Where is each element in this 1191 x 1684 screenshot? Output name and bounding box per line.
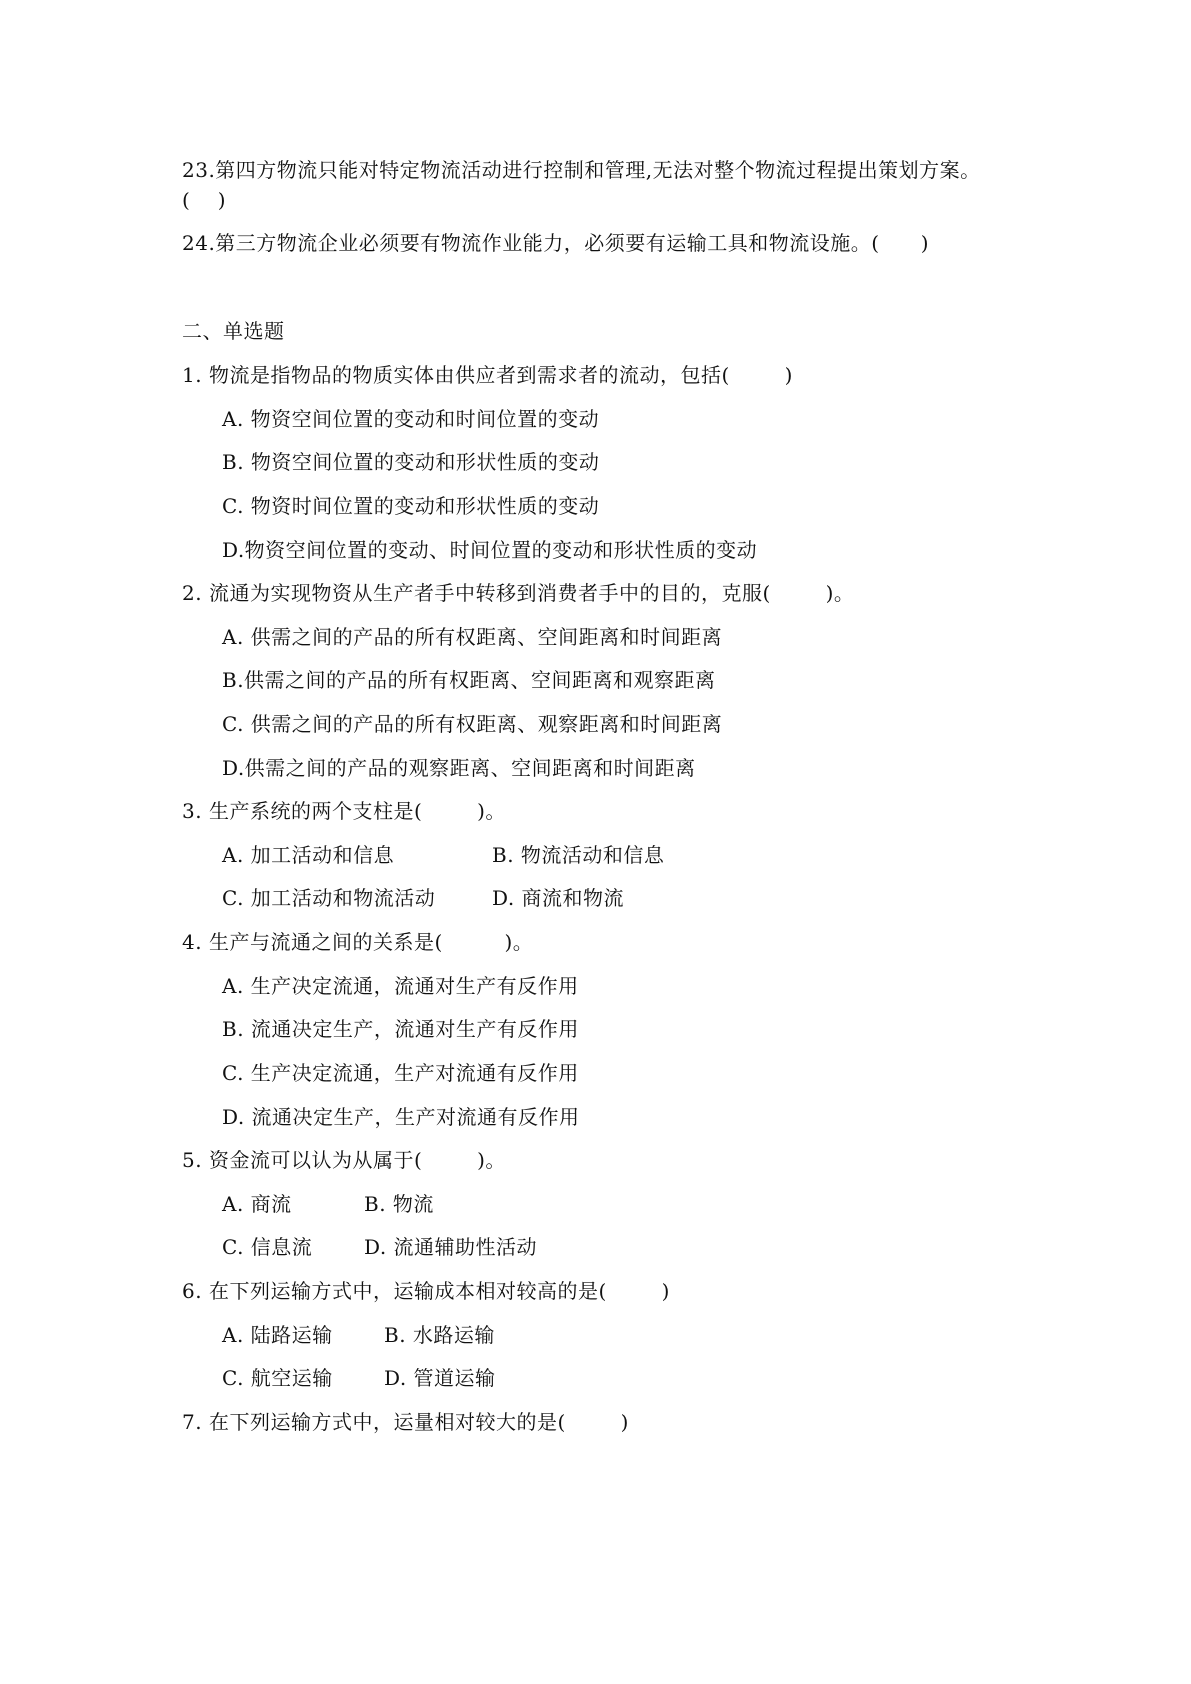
question-4-stem: 4. 生产与流通之间的关系是( )。 [182,930,534,954]
question-4-option-a: A. 生产决定流通，流通对生产有反作用 [222,974,579,998]
question-1-option-c: C. 物资时间位置的变动和形状性质的变动 [222,494,600,518]
question-6-stem: 6. 在下列运输方式中，运输成本相对较高的是( ) [182,1279,670,1303]
question-5-option-c: C. 信息流 [222,1235,313,1259]
question-5-option-b: B. 物流 [364,1192,434,1216]
question-1-option-a: A. 物资空间位置的变动和时间位置的变动 [222,407,600,431]
tf-question-23: 23.第四方物流只能对特定物流活动进行控制和管理,无法对整个物流过程提出策划方案。 [182,158,981,182]
question-3-option-b: B. 物流活动和信息 [492,843,665,867]
question-4-option-b: B. 流通决定生产，流通对生产有反作用 [222,1017,579,1041]
question-4-option-d: D. 流通决定生产，生产对流通有反作用 [222,1105,580,1129]
tf-question-24: 24.第三方物流企业必须要有物流作业能力，必须要有运输工具和物流设施。( ) [182,231,930,255]
question-3-option-c: C. 加工活动和物流活动 [222,886,436,910]
question-3-option-d: D. 商流和物流 [492,886,625,910]
question-1-stem: 1. 物流是指物品的物质实体由供应者到需求者的流动，包括( ) [182,363,793,387]
question-7-stem: 7. 在下列运输方式中，运量相对较大的是( ) [182,1410,629,1434]
question-5-option-a: A. 商流 [222,1192,292,1216]
question-2-option-a: A. 供需之间的产品的所有权距离、空间距离和时间距离 [222,625,723,649]
question-6-option-d: D. 管道运输 [384,1366,496,1390]
question-1-option-b: B. 物资空间位置的变动和形状性质的变动 [222,450,600,474]
question-3-stem: 3. 生产系统的两个支柱是( )。 [182,799,506,823]
question-2-option-b: B.供需之间的产品的所有权距离、空间距离和观察距离 [222,668,716,692]
question-6-option-b: B. 水路运输 [384,1323,495,1347]
question-3-option-a: A. 加工活动和信息 [222,843,395,867]
section-title: 二、单选题 [182,319,285,343]
question-5-stem: 5. 资金流可以认为从属于( )。 [182,1148,506,1172]
question-6-option-a: A. 陆路运输 [222,1323,333,1347]
question-2-option-d: D.供需之间的产品的观察距离、空间距离和时间距离 [222,756,696,780]
tf-question-23-blank: ( ) [182,188,227,212]
question-1-option-d: D.物资空间位置的变动、时间位置的变动和形状性质的变动 [222,538,758,562]
question-6-option-c: C. 航空运输 [222,1366,333,1390]
question-4-option-c: C. 生产决定流通，生产对流通有反作用 [222,1061,579,1085]
question-2-stem: 2. 流通为实现物资从生产者手中转移到消费者手中的目的，克服( )。 [182,581,855,605]
question-5-option-d: D. 流通辅助性活动 [364,1235,538,1259]
question-2-option-c: C. 供需之间的产品的所有权距离、观察距离和时间距离 [222,712,723,736]
